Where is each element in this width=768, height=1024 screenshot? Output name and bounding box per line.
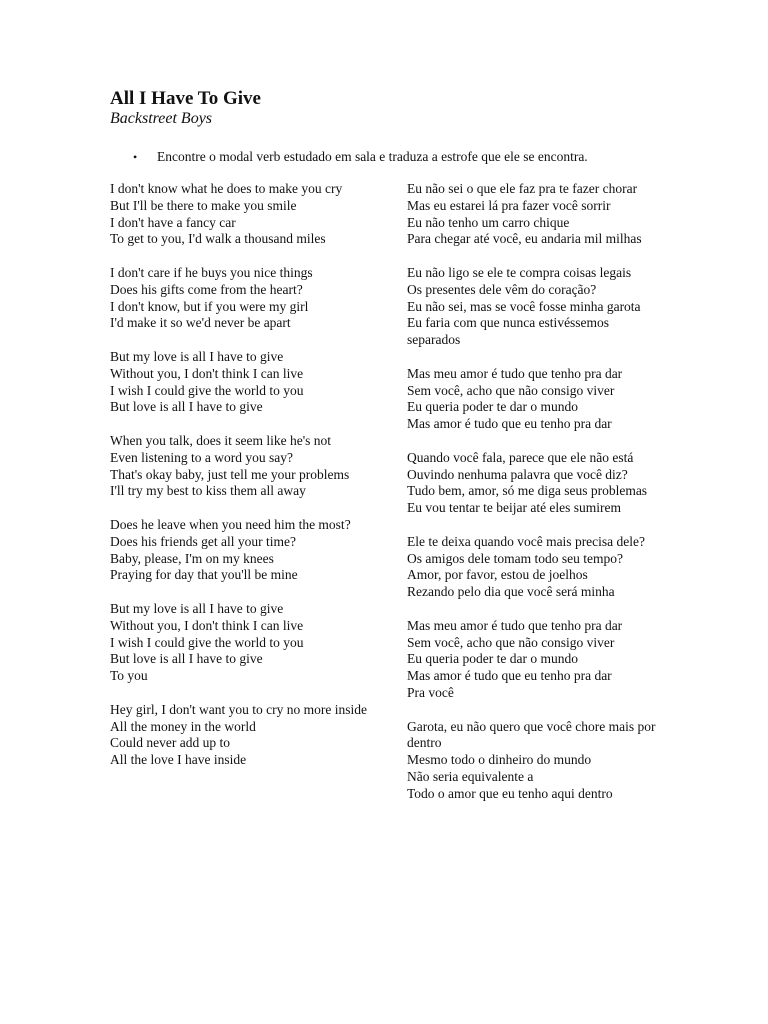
lyric-line: Amor, por favor, estou de joelhos: [407, 567, 588, 583]
lyric-line: But my love is all I have to give: [110, 348, 284, 364]
lyric-line: Para chegar até você, eu andaria mil milhas: [407, 231, 642, 247]
lyrics-stanza: [110, 517, 372, 584]
lyric-line: Mas meu amor é tudo que tenho pra dar: [407, 617, 623, 633]
lyric-line: But love is all I have to give: [110, 651, 263, 667]
lyric-line: Tudo bem, amor, só me diga seus problemas: [407, 483, 648, 499]
lyric-line: I'd make it so we'd never be apart: [110, 315, 291, 331]
lyric-line: That's okay baby, just tell me your problems: [110, 466, 350, 482]
lyric-line: I wish I could give the world to you: [110, 382, 304, 398]
lyric-line: Even listening to a word you say?: [110, 449, 293, 465]
lyrics-stanza: [407, 719, 659, 803]
instruction-text: Encontre o modal verb estudado em sala e traduza a estrofe que ele se encontra.: [157, 149, 588, 164]
lyric-line: Does his friends get all your time?: [110, 533, 296, 549]
song-title: All I Have To Give: [110, 88, 261, 109]
lyric-line: All the money in the world: [110, 718, 256, 734]
lyric-line: Eu faria com que nunca estivéssemos separados: [407, 315, 610, 348]
lyric-line: Rezando pelo dia que você será minha: [407, 584, 615, 600]
lyric-line: Hey girl, I don't want you to cry no more inside: [110, 701, 368, 717]
lyric-line: Sem você, acho que não consigo viver: [407, 634, 615, 650]
lyric-line: Praying for day that you'll be mine: [110, 567, 298, 583]
lyric-line: Eu vou tentar te beijar até eles sumirem: [407, 500, 622, 516]
lyric-line: Todo o amor que eu tenho aqui dentro: [407, 785, 613, 801]
lyrics-stanza: [110, 433, 372, 500]
lyric-line: Eu não tenho um carro chique: [407, 214, 570, 230]
lyric-line: I don't know what he does to make you cry: [110, 181, 343, 196]
lyric-line: I wish I could give the world to you: [110, 634, 304, 650]
lyrics-stanza: [407, 450, 659, 517]
lyric-line: Without you, I don't think I can live: [110, 365, 304, 381]
lyric-line: Ele te deixa quando você mais precisa dele?: [407, 533, 646, 549]
lyric-line: Without you, I don't think I can live: [110, 617, 304, 633]
lyric-line: To get to you, I'd walk a thousand miles: [110, 231, 326, 247]
lyric-line: I don't know, but if you were my girl: [110, 298, 309, 314]
lyrics-stanza: [110, 601, 372, 685]
lyric-line: When you talk, does it seem like he's not: [110, 432, 332, 448]
lyrics-stanza: [407, 534, 659, 601]
lyrics-portuguese-column: [407, 181, 659, 819]
lyric-line: Eu não sei o que ele faz pra te fazer chorar: [407, 181, 638, 196]
lyrics-stanza: [110, 181, 372, 248]
lyrics-stanza: [407, 181, 659, 248]
lyric-line: Does he leave when you need him the most?: [110, 516, 351, 532]
lyric-line: But love is all I have to give: [110, 399, 263, 415]
lyrics-stanza: [407, 366, 659, 433]
lyric-line: Baby, please, I'm on my knees: [110, 550, 274, 566]
lyric-line: Could never add up to: [110, 735, 230, 751]
lyric-line: I don't care if he buys you nice things: [110, 264, 313, 280]
lyrics-stanza: [110, 265, 372, 332]
lyric-line: Os presentes dele vêm do coração?: [407, 281, 597, 297]
lyric-line: Eu queria poder te dar o mundo: [407, 399, 578, 415]
lyric-line: Ouvindo nenhuma palavra que você diz?: [407, 466, 628, 482]
lyric-line: Os amigos dele tomam todo seu tempo?: [407, 550, 623, 566]
lyric-line: I'll try my best to kiss them all away: [110, 483, 306, 499]
lyric-line: But I'll be there to make you smile: [110, 197, 297, 213]
lyric-line: Mesmo todo o dinheiro do mundo: [407, 752, 592, 768]
lyric-line: Sem você, acho que não consigo viver: [407, 382, 615, 398]
lyric-line: Quando você fala, parece que ele não está: [407, 449, 634, 465]
lyrics-stanza: [110, 349, 372, 416]
lyric-line: Eu queria poder te dar o mundo: [407, 651, 578, 667]
lyric-line: I don't have a fancy car: [110, 214, 236, 230]
lyric-line: Não seria equivalente a: [407, 768, 534, 784]
lyric-line: But my love is all I have to give: [110, 600, 284, 616]
lyrics-stanza: [407, 265, 659, 349]
lyric-line: Eu não ligo se ele te compra coisas legais: [407, 264, 632, 280]
lyric-line: Mas amor é tudo que eu tenho pra dar: [407, 416, 612, 432]
lyric-line: All the love I have inside: [110, 752, 247, 768]
lyric-line: To you: [110, 668, 148, 684]
lyric-line: Pra você: [407, 684, 454, 700]
lyric-line: Does his gifts come from the heart?: [110, 281, 303, 297]
lyric-line: Mas eu estarei lá pra fazer você sorrir: [407, 197, 611, 213]
lyrics-stanza: [110, 702, 372, 769]
lyrics-stanza: [407, 618, 659, 702]
lyrics-english-column: [110, 181, 372, 786]
lyric-line: Mas amor é tudo que eu tenho pra dar: [407, 668, 612, 684]
lyric-line: Garota, eu não quero que você chore mais por dentro: [407, 718, 656, 751]
bullet-icon: •: [133, 150, 138, 164]
artist-name: Backstreet Boys: [110, 110, 213, 127]
lyric-line: Mas meu amor é tudo que tenho pra dar: [407, 365, 623, 381]
lyric-line: Eu não sei, mas se você fosse minha garota: [407, 298, 641, 314]
